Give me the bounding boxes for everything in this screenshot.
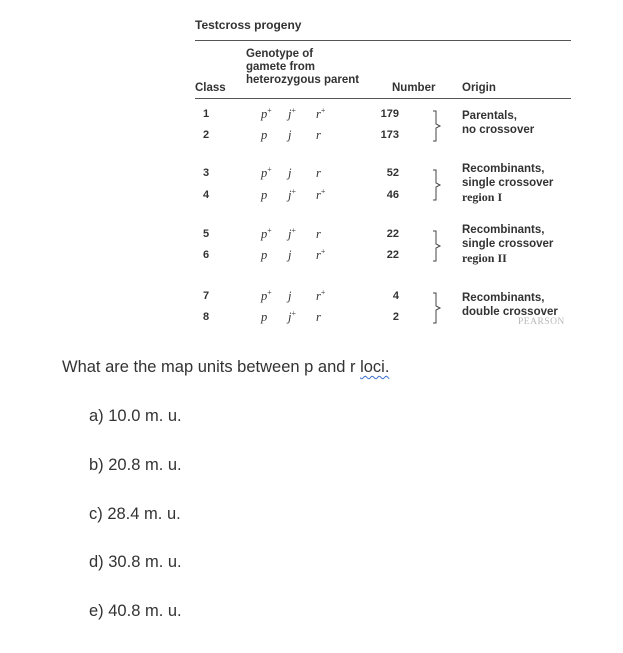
row-class: 3 [203, 167, 210, 179]
row-number: 52 [386, 167, 399, 179]
allele-r: r [316, 310, 321, 324]
allele-r: r+ [316, 246, 326, 262]
row-number: 22 [386, 228, 399, 240]
allele-p: p+ [261, 225, 272, 241]
option-e[interactable]: e) 40.8 m. u. [89, 602, 182, 620]
row-class: 7 [203, 290, 210, 302]
row-number: 2 [392, 311, 399, 323]
row-class: 6 [203, 249, 210, 261]
row-number: 4 [392, 290, 399, 302]
allele-r: r+ [316, 105, 326, 121]
header-genotype-line-2: gamete from [246, 61, 316, 73]
origin-single-crossover-region-2: Recombinants, single crossover region II [462, 224, 554, 265]
allele-p: p+ [261, 287, 272, 303]
allele-j: j [288, 289, 292, 303]
header-origin: Origin [462, 82, 496, 94]
row-number: 173 [380, 129, 399, 141]
option-a[interactable]: a) 10.0 m. u. [89, 407, 182, 425]
row-class: 2 [203, 129, 210, 141]
option-b[interactable]: b) 20.8 m. u. [89, 456, 182, 474]
allele-r: r [316, 166, 321, 180]
origin-double-crossover: Recombinants, double crossover [462, 292, 558, 318]
origin-parentals: Parentals, no crossover [462, 110, 535, 136]
allele-r: r+ [316, 287, 326, 303]
allele-p: p+ [261, 164, 272, 180]
allele-j: j+ [288, 186, 296, 202]
allele-j: j+ [288, 105, 296, 121]
row-class: 1 [203, 108, 210, 120]
header-genotype [246, 48, 359, 87]
allele-r: r [316, 128, 321, 142]
allele-p: p+ [261, 105, 272, 121]
option-d[interactable]: d) 30.8 m. u. [89, 553, 182, 571]
allele-j: j+ [288, 225, 296, 241]
brace-group-2 [432, 169, 442, 201]
question-prefix: What are the map units between p and r [62, 358, 361, 376]
brace-group-3 [432, 230, 442, 262]
allele-r: r [316, 227, 321, 241]
row-class: 5 [203, 228, 210, 240]
brace-group-4 [432, 292, 442, 324]
header-rule [195, 98, 571, 99]
header-genotype-line-1: Genotype of [246, 48, 314, 60]
row-number: 46 [386, 189, 399, 201]
table-title: Testcross progeny [195, 18, 302, 32]
allele-r: r+ [316, 186, 326, 202]
origin-single-crossover-region-1: Recombinants, single crossover region I [462, 163, 554, 204]
testcross-figure [195, 14, 575, 339]
allele-p: p [261, 128, 268, 142]
top-rule [195, 40, 571, 41]
question-underlined-word: loci. [360, 358, 390, 376]
brace-group-1 [432, 110, 442, 142]
header-class: Class [195, 82, 226, 94]
row-class: 8 [203, 311, 210, 323]
allele-j: j [288, 248, 292, 262]
row-number: 22 [386, 249, 399, 261]
header-number: Number [392, 82, 436, 94]
allele-p: p [261, 248, 268, 262]
option-c[interactable]: c) 28.4 m. u. [89, 505, 181, 523]
row-number: 179 [380, 108, 399, 120]
question-text [62, 358, 389, 377]
allele-p: p [261, 188, 268, 202]
allele-j: j [288, 128, 292, 142]
allele-p: p [261, 310, 268, 324]
pearson-watermark: PEARSON [518, 317, 565, 327]
row-class: 4 [203, 189, 210, 201]
allele-j: j [288, 166, 292, 180]
header-genotype-line-3: heterozygous parent [246, 74, 360, 86]
allele-j: j+ [288, 308, 296, 324]
